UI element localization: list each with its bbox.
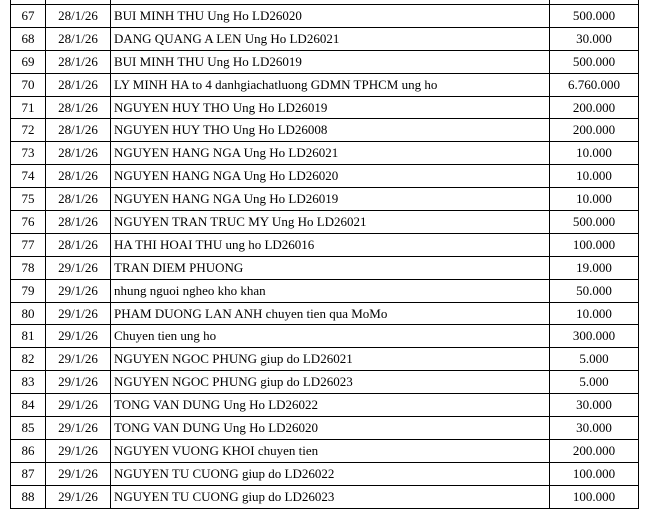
cell-description: NGUYEN TU CUONG giup do LD26022 bbox=[111, 462, 550, 485]
table-row bbox=[11, 188, 639, 211]
cell-amount: 30.000 bbox=[550, 394, 639, 417]
cell-amount: 100.000 bbox=[550, 233, 639, 256]
table-row bbox=[11, 394, 639, 417]
table-row bbox=[11, 73, 639, 96]
cell-date: 28/1/26 bbox=[46, 119, 111, 142]
cell-date: 29/1/26 bbox=[46, 462, 111, 485]
cell-description: NGUYEN HUY THO Ung Ho LD26008 bbox=[111, 119, 550, 142]
cell-description: TONG VAN DUNG Ung Ho LD26022 bbox=[111, 394, 550, 417]
cell-no: 70 bbox=[11, 73, 46, 96]
cell-amount: 500.000 bbox=[550, 5, 639, 28]
cell-no: 78 bbox=[11, 256, 46, 279]
cell-date: 28/1/26 bbox=[46, 5, 111, 28]
table-row bbox=[11, 165, 639, 188]
cell-date: 29/1/26 bbox=[46, 348, 111, 371]
table-row bbox=[11, 348, 639, 371]
cell-description: PHAM DUONG LAN ANH chuyen tien qua MoMo bbox=[111, 302, 550, 325]
table-row bbox=[11, 50, 639, 73]
cell-no: 83 bbox=[11, 371, 46, 394]
cell-description: Chuyen tien ung ho bbox=[111, 325, 550, 348]
cell-no: 85 bbox=[11, 417, 46, 440]
table-row bbox=[11, 27, 639, 50]
table-row bbox=[11, 279, 639, 302]
cell-no: 86 bbox=[11, 439, 46, 462]
cell-amount: 500.000 bbox=[550, 211, 639, 234]
cell-amount: 30.000 bbox=[550, 417, 639, 440]
cell-date: 29/1/26 bbox=[46, 417, 111, 440]
cell-description: TRAN DIEM PHUONG bbox=[111, 256, 550, 279]
table-row bbox=[11, 5, 639, 28]
cell-date: 29/1/26 bbox=[46, 256, 111, 279]
table-row bbox=[11, 417, 639, 440]
table-row bbox=[11, 485, 639, 508]
cell-description: LY MINH HA to 4 danhgiachatluong GDMN TPHCM ung ho bbox=[111, 73, 550, 96]
table-row bbox=[11, 256, 639, 279]
cell-no: 72 bbox=[11, 119, 46, 142]
cell-no: 67 bbox=[11, 5, 46, 28]
cell-description: NGUYEN HUY THO Ung Ho LD26019 bbox=[111, 96, 550, 119]
table-row bbox=[11, 142, 639, 165]
cell-date: 28/1/26 bbox=[46, 96, 111, 119]
cell-date: 29/1/26 bbox=[46, 394, 111, 417]
cell-date: 28/1/26 bbox=[46, 211, 111, 234]
cell-amount: 100.000 bbox=[550, 462, 639, 485]
cell-description: NGUYEN HANG NGA Ung Ho LD26020 bbox=[111, 165, 550, 188]
cell-no: 77 bbox=[11, 233, 46, 256]
cell-date: 28/1/26 bbox=[46, 165, 111, 188]
table-row bbox=[11, 119, 639, 142]
cell-amount: 500.000 bbox=[550, 50, 639, 73]
cell-description: nhung nguoi ngheo kho khan bbox=[111, 279, 550, 302]
cell-description: NGUYEN NGOC PHUNG giup do LD26021 bbox=[111, 348, 550, 371]
table-row bbox=[11, 96, 639, 119]
cell-date: 29/1/26 bbox=[46, 302, 111, 325]
cell-date: 29/1/26 bbox=[46, 439, 111, 462]
table-row bbox=[11, 302, 639, 325]
table-row bbox=[11, 325, 639, 348]
table-row bbox=[11, 371, 639, 394]
cell-date: 29/1/26 bbox=[46, 325, 111, 348]
table-row bbox=[11, 439, 639, 462]
cell-description: NGUYEN HANG NGA Ung Ho LD26019 bbox=[111, 188, 550, 211]
cell-amount: 19.000 bbox=[550, 256, 639, 279]
cell-no: 88 bbox=[11, 485, 46, 508]
cell-description: NGUYEN TRAN TRUC MY Ung Ho LD26021 bbox=[111, 211, 550, 234]
cell-amount: 200.000 bbox=[550, 96, 639, 119]
table-row bbox=[11, 211, 639, 234]
cell-description: NGUYEN NGOC PHUNG giup do LD26023 bbox=[111, 371, 550, 394]
cell-no: 75 bbox=[11, 188, 46, 211]
cell-no: 71 bbox=[11, 96, 46, 119]
cell-date: 28/1/26 bbox=[46, 50, 111, 73]
cell-no: 76 bbox=[11, 211, 46, 234]
donation-table-body bbox=[11, 0, 639, 508]
cell-date: 29/1/26 bbox=[46, 371, 111, 394]
cell-no: 79 bbox=[11, 279, 46, 302]
cell-amount: 10.000 bbox=[550, 165, 639, 188]
cell-no: 68 bbox=[11, 27, 46, 50]
cell-no: 82 bbox=[11, 348, 46, 371]
cell-amount: 5.000 bbox=[550, 371, 639, 394]
cell-date: 28/1/26 bbox=[46, 188, 111, 211]
cell-amount: 5.000 bbox=[550, 348, 639, 371]
cell-no: 69 bbox=[11, 50, 46, 73]
cell-description: DANG QUANG A LEN Ung Ho LD26021 bbox=[111, 27, 550, 50]
cell-amount: 200.000 bbox=[550, 119, 639, 142]
cell-amount: 10.000 bbox=[550, 302, 639, 325]
cell-amount: 300.000 bbox=[550, 325, 639, 348]
cell-no: 73 bbox=[11, 142, 46, 165]
cell-description: NGUYEN TU CUONG giup do LD26023 bbox=[111, 485, 550, 508]
cell-no: 84 bbox=[11, 394, 46, 417]
donation-table bbox=[10, 0, 639, 509]
cell-amount: 6.760.000 bbox=[550, 73, 639, 96]
cell-description: TONG VAN DUNG Ung Ho LD26020 bbox=[111, 417, 550, 440]
cell-date: 29/1/26 bbox=[46, 279, 111, 302]
cell-no: 74 bbox=[11, 165, 46, 188]
cell-date: 28/1/26 bbox=[46, 233, 111, 256]
cell-amount: 50.000 bbox=[550, 279, 639, 302]
cell-amount: 30.000 bbox=[550, 27, 639, 50]
cell-description: NGUYEN VUONG KHOI chuyen tien bbox=[111, 439, 550, 462]
cell-date: 29/1/26 bbox=[46, 485, 111, 508]
table-row bbox=[11, 233, 639, 256]
cell-no: 81 bbox=[11, 325, 46, 348]
cell-description: HA THI HOAI THU ung ho LD26016 bbox=[111, 233, 550, 256]
table-row bbox=[11, 462, 639, 485]
cell-no: 80 bbox=[11, 302, 46, 325]
cell-amount: 100.000 bbox=[550, 485, 639, 508]
cell-date: 28/1/26 bbox=[46, 73, 111, 96]
cell-description: BUI MINH THU Ung Ho LD26019 bbox=[111, 50, 550, 73]
cell-description: NGUYEN HANG NGA Ung Ho LD26021 bbox=[111, 142, 550, 165]
cell-amount: 10.000 bbox=[550, 188, 639, 211]
cell-description: BUI MINH THU Ung Ho LD26020 bbox=[111, 5, 550, 28]
cell-date: 28/1/26 bbox=[46, 27, 111, 50]
cell-no: 87 bbox=[11, 462, 46, 485]
cell-amount: 10.000 bbox=[550, 142, 639, 165]
cell-date: 28/1/26 bbox=[46, 142, 111, 165]
cell-amount: 200.000 bbox=[550, 439, 639, 462]
